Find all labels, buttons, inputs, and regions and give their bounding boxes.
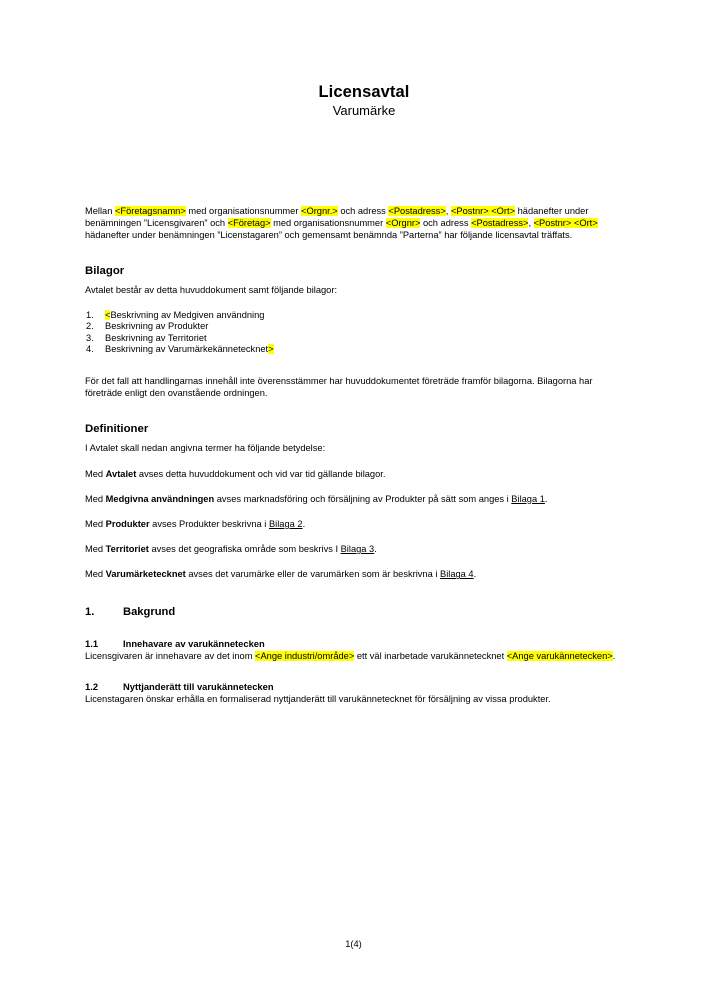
definition-prefix: Med: [85, 569, 106, 580]
definition-prefix: Med: [85, 518, 106, 529]
title-block: [107, 0, 621, 120]
intro-text-7: och adress: [420, 217, 472, 228]
list-item-number: 4.: [86, 344, 94, 355]
field-ange-varukannetecken: <Ange varukännetecken>: [506, 650, 613, 661]
field-postadress-1: <Postadress>: [388, 205, 446, 216]
intro-text-3: och adress: [337, 205, 389, 216]
heading-definitioner: Definitioner: [85, 423, 149, 436]
definition-body: avses detta huvuddokument och vid var tid gällande bilagor.: [136, 468, 386, 479]
definition-medgivna-anvandningen: [85, 493, 621, 505]
section-heading-bakgrund: [85, 605, 621, 619]
section-number: 1.: [85, 605, 95, 618]
heading-bilagor: Bilagor: [85, 265, 125, 278]
spacer: [85, 662, 621, 681]
field-orgnr-1: <Orgnr.>: [301, 205, 338, 216]
spacer: [85, 356, 621, 375]
section-1-1-body: [85, 650, 621, 662]
list-item-close-bracket: >: [268, 344, 274, 355]
definition-produkter: [85, 518, 621, 530]
spacer: [85, 297, 621, 310]
definition-body: avses marknadsföring och försäljning av Produkter på sätt som anges i: [214, 493, 512, 504]
intro-text-9: hädanefter under benämningen ”Licenstagaren” och gemensamt benämnda ”Parterna” har följande licensavtal träffats.: [85, 230, 573, 241]
definition-prefix: Med: [85, 493, 106, 504]
bilaga-reference-link[interactable]: Bilaga 2: [268, 518, 303, 529]
intro-text-2: med organisationsnummer: [185, 205, 302, 216]
list-item: [85, 310, 621, 322]
definition-term: Varumärketecknet: [105, 569, 186, 580]
page-title: Licensavtal: [318, 83, 410, 101]
bilagor-lead: Avtalet består av detta huvuddokument samt följande bilagor:: [85, 285, 338, 296]
field-orgnr-2: <Orgnr>: [385, 217, 421, 228]
body-text-1: Licensgivaren är innehavare av det inom: [85, 650, 256, 661]
section-number: 1.2: [85, 680, 99, 692]
definition-body: avses det geografiska område som beskrivs I: [148, 544, 341, 555]
field-postnr-ort-2: <Postnr> <Ort>: [533, 217, 598, 228]
intro-text-8: ,: [528, 217, 534, 228]
section-number: 1.1: [85, 637, 99, 649]
definition-prefix: Med: [85, 544, 106, 555]
bilaga-reference-link[interactable]: Bilaga 4: [440, 569, 474, 580]
list-item-number: 2.: [86, 321, 94, 332]
intro-text-4: ,: [445, 205, 451, 216]
definition-body: avses Produkter beskrivna i: [149, 518, 269, 529]
list-item-number: 3.: [86, 332, 94, 343]
intro-text-6: med organisationsnummer: [270, 217, 386, 228]
definition-avtalet: [85, 468, 621, 480]
body-text-3: .: [612, 650, 616, 661]
section-title: Bakgrund: [123, 605, 176, 618]
definition-term: Avtalet: [105, 468, 137, 479]
definition-body: avses det varumärke eller de varumärken som är beskrivna i: [185, 569, 440, 580]
spacer: [85, 555, 621, 568]
spacer: [85, 530, 621, 543]
page-footer: [0, 938, 707, 950]
spacer: [85, 241, 621, 265]
definition-prefix: Med: [85, 468, 106, 479]
section-title: Nyttjanderätt till varukännetecken: [123, 680, 274, 692]
intro-text-1: Mellan: [85, 205, 115, 216]
body-text-2: ett väl inarbetade varukännetecknet: [354, 650, 507, 661]
list-item: [85, 333, 621, 345]
list-item-label: Beskrivning av Territoriet: [105, 332, 207, 343]
definition-suffix: .: [302, 518, 306, 529]
definitioner-lead: I Avtalet skall nedan angivna termer ha följande betydelse:: [85, 443, 326, 454]
section-title: Innehavare av varukännetecken: [123, 637, 265, 649]
definition-term: Produkter: [105, 518, 150, 529]
list-item-label: Beskrivning av Produkter: [105, 321, 209, 332]
field-foretag: <Företag>: [227, 217, 271, 228]
list-item: [85, 344, 621, 356]
page-subtitle: Varumärke: [332, 103, 396, 119]
list-item-label: Beskrivning av Varumärkekännetecknet: [105, 344, 269, 355]
intro-paragraph: [85, 205, 621, 242]
bilaga-reference-link[interactable]: Bilaga 3: [340, 544, 375, 555]
field-postadress-2: <Postadress>: [471, 217, 529, 228]
page-number: 1(4): [345, 939, 362, 949]
field-foretagsnamn: <Företagsnamn>: [114, 205, 186, 216]
list-item-label: Beskrivning av Medgiven användning: [110, 309, 265, 320]
bilagor-list: [85, 310, 621, 356]
field-postnr-ort-1: <Postnr> <Ort>: [450, 205, 516, 216]
field-ange-industri-omrade: <Ange industri/område>: [255, 650, 355, 661]
document-content: [85, 0, 621, 705]
section-heading-1-2: [85, 681, 621, 693]
spacer: [85, 455, 621, 468]
spacer: [85, 619, 621, 638]
definition-term: Territoriet: [105, 544, 149, 555]
list-item-number: 1.: [86, 309, 94, 320]
bilaga-reference-link[interactable]: Bilaga 1: [511, 493, 545, 504]
spacer: [85, 505, 621, 518]
definition-suffix: .: [544, 493, 548, 504]
definition-territoriet: [85, 543, 621, 555]
definition-suffix: .: [473, 569, 477, 580]
spacer: [85, 480, 621, 493]
definition-term: Medgivna användningen: [105, 493, 215, 504]
section-heading-1-1: [85, 638, 621, 650]
bilagor-precedence-note: För det fall att handlingarnas innehåll inte överensstämmer har huvuddokumentet företräde framför bilagorna. Bilagorna har företräde enligt den ovanstående ordningen.: [85, 375, 593, 399]
section-1-2-body: Licenstagaren önskar erhålla en formaliserad nyttjanderätt till varukännetecknet för försäljning av vissa produkter.: [85, 693, 551, 704]
intro-text-5: hädanefter under benämningen ”Licensgivaren” och: [85, 205, 589, 228]
definition-varumarketecknet: [85, 568, 621, 580]
definition-suffix: .: [374, 544, 377, 555]
list-item: [85, 321, 621, 333]
spacer: [85, 581, 621, 605]
spacer: [85, 399, 621, 423]
list-item-open-bracket: <: [105, 309, 111, 320]
